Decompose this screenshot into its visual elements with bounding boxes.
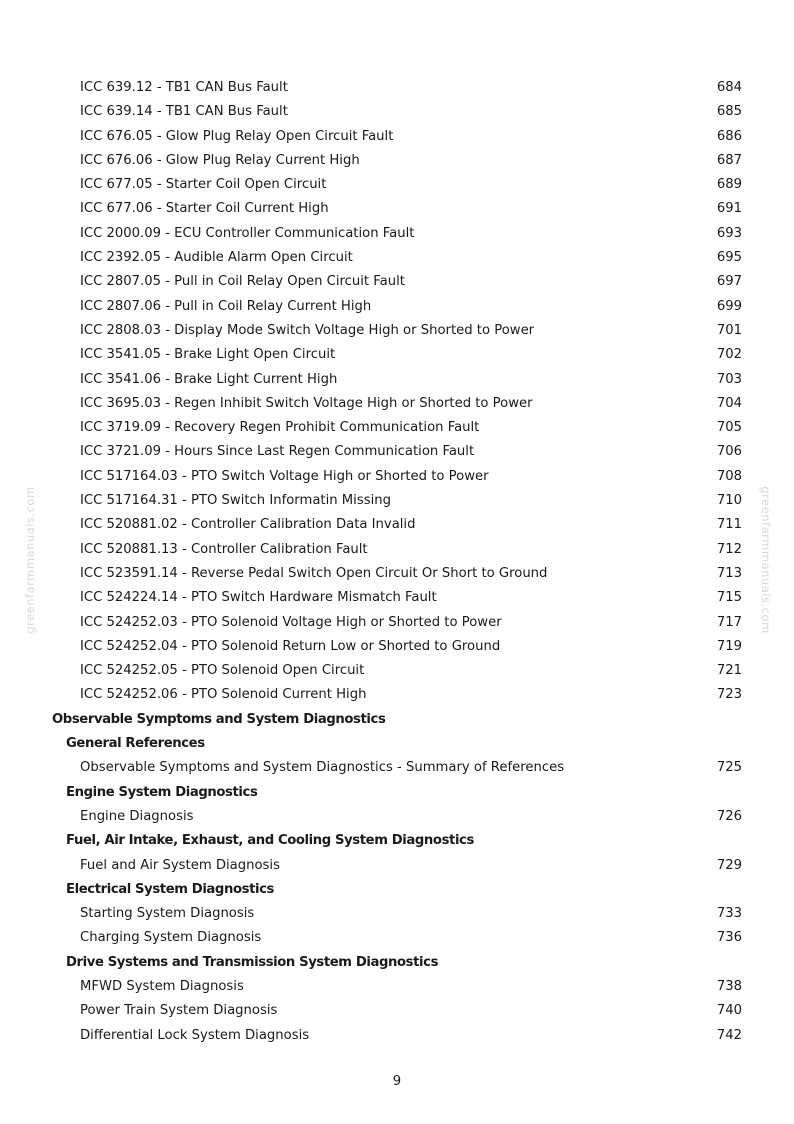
toc-entry[interactable] [0, 999, 794, 1023]
toc-heading [0, 951, 794, 975]
watermark-right: greenfarmmanuals.com [759, 486, 773, 634]
toc-entry-title: ICC 2807.05 - Pull in Coil Relay Open Circuit Fault [80, 274, 405, 290]
toc-heading [0, 732, 794, 756]
toc-entry[interactable] [0, 659, 794, 683]
toc-entry-title: ICC 523591.14 - Reverse Pedal Switch Open Circuit Or Short to Ground [80, 565, 548, 581]
toc-entry-title: ICC 2807.06 - Pull in Coil Relay Current High [80, 298, 372, 314]
toc-entry-title: ICC 676.06 - Glow Plug Relay Current High [80, 152, 360, 168]
toc-entry-page: 691 [716, 201, 742, 217]
toc-entry[interactable] [0, 125, 794, 149]
toc-entry[interactable] [0, 513, 794, 537]
toc-entry-page: 703 [716, 371, 742, 387]
toc-entry-page: 715 [716, 590, 742, 606]
page-number: 9 [392, 1074, 402, 1089]
toc-entry-title: ICC 2392.05 - Audible Alarm Open Circuit [80, 250, 353, 266]
toc-entry-page: 687 [716, 152, 742, 168]
toc-heading [0, 829, 794, 853]
toc-entry-title: MFWD System Diagnosis [80, 978, 244, 994]
toc-entry-page: 712 [716, 541, 742, 557]
toc-entry-page: 708 [716, 468, 742, 484]
toc-entry-title: ICC 524252.04 - PTO Solenoid Return Low or Shorted to Ground [80, 638, 501, 654]
toc-entry-page: 710 [716, 493, 742, 509]
toc-entry[interactable] [0, 562, 794, 586]
toc-entry-title: ICC 524224.14 - PTO Switch Hardware Mismatch Fault [80, 590, 437, 606]
toc-heading [0, 781, 794, 805]
toc-entry-title: ICC 517164.31 - PTO Switch Informatin Missing [80, 493, 391, 509]
toc-entry-title: Observable Symptoms and System Diagnostics - Summary of References [80, 760, 565, 776]
toc-entry-page: 738 [716, 978, 742, 994]
toc-entry[interactable] [0, 368, 794, 392]
toc-entry[interactable] [0, 270, 794, 294]
toc-entry[interactable] [0, 319, 794, 343]
toc-entry-page: 685 [716, 104, 742, 120]
toc-entry-title: ICC 3695.03 - Regen Inhibit Switch Voltage High or Shorted to Power [80, 395, 533, 411]
toc-entry-page: 740 [716, 1003, 742, 1019]
toc-entry-title: ICC 3541.05 - Brake Light Open Circuit [80, 347, 336, 363]
toc-entry-page: 721 [716, 663, 742, 679]
toc-entry[interactable] [0, 343, 794, 367]
watermark-left: greenfarmmanuals.com [23, 486, 37, 634]
toc-entry[interactable] [0, 926, 794, 950]
toc-heading [0, 708, 794, 732]
toc-entry[interactable] [0, 246, 794, 270]
toc-entry[interactable] [0, 538, 794, 562]
toc-entry-title: Differential Lock System Diagnosis [80, 1027, 310, 1043]
toc-entry[interactable] [0, 854, 794, 878]
toc-entry-title: Charging System Diagnosis [80, 930, 262, 946]
toc-entry-title: ICC 517164.03 - PTO Switch Voltage High or Shorted to Power [80, 468, 489, 484]
toc-entry-page: 719 [716, 638, 742, 654]
toc-entry[interactable] [0, 635, 794, 659]
toc-entry-page: 701 [716, 322, 742, 338]
toc-entry-title: Fuel, Air Intake, Exhaust, and Cooling System Diagnostics [66, 833, 474, 849]
toc-entry[interactable] [0, 683, 794, 707]
toc-entry-title: ICC 2000.09 - ECU Controller Communication Fault [80, 225, 415, 241]
toc-entry-page: 725 [716, 760, 742, 776]
toc-entry-page: 702 [716, 347, 742, 363]
toc-entry[interactable] [0, 173, 794, 197]
toc-entry[interactable] [0, 975, 794, 999]
toc-entry-page: 699 [716, 298, 742, 314]
toc-entry-page: 713 [716, 565, 742, 581]
toc-entry-title: Starting System Diagnosis [80, 906, 255, 922]
toc-entry[interactable] [0, 586, 794, 610]
toc-heading [0, 878, 794, 902]
toc-entry[interactable] [0, 489, 794, 513]
toc-entry-page: 686 [716, 128, 742, 144]
toc-entry-title: Engine Diagnosis [80, 808, 194, 824]
toc-entry-title: ICC 677.06 - Starter Coil Current High [80, 201, 329, 217]
toc-entry-page: 706 [716, 444, 742, 460]
toc-entry-title: ICC 639.12 - TB1 CAN Bus Fault [80, 80, 288, 95]
toc-entry-title: ICC 520881.02 - Controller Calibration Data Invalid [80, 517, 416, 533]
toc-entry[interactable] [0, 149, 794, 173]
toc-entry[interactable] [0, 756, 794, 780]
toc-entry-title: ICC 524252.05 - PTO Solenoid Open Circuit [80, 663, 365, 679]
toc-entry-title: Power Train System Diagnosis [80, 1003, 278, 1019]
toc-entry[interactable] [0, 1024, 794, 1048]
toc-entry-title: ICC 639.14 - TB1 CAN Bus Fault [80, 104, 288, 120]
toc-entry-page: 717 [716, 614, 742, 630]
toc-entry-page: 695 [716, 250, 742, 266]
toc-entry-title: Electrical System Diagnostics [66, 881, 274, 897]
toc-entry[interactable] [0, 416, 794, 440]
toc-entry-page: 742 [716, 1027, 742, 1043]
toc-entry-page: 723 [716, 687, 742, 703]
toc-entry[interactable] [0, 295, 794, 319]
toc-entry-title: ICC 3541.06 - Brake Light Current High [80, 371, 338, 387]
toc-entry-title: General References [66, 736, 205, 752]
toc-entry-title: ICC 677.05 - Starter Coil Open Circuit [80, 177, 327, 193]
toc-entry[interactable] [0, 902, 794, 926]
toc-entry-title: Fuel and Air System Diagnosis [80, 857, 280, 873]
toc-entry-title: ICC 676.05 - Glow Plug Relay Open Circuit Fault [80, 128, 394, 144]
toc-entry-page: 689 [716, 177, 742, 193]
toc-entry-title: Drive Systems and Transmission System Diagnostics [66, 954, 439, 970]
toc-entry-page: 697 [716, 274, 742, 290]
toc-entry-page: 684 [716, 80, 742, 95]
toc-entry-title: ICC 524252.03 - PTO Solenoid Voltage High or Shorted to Power [80, 614, 502, 630]
toc-entry-title: ICC 520881.13 - Controller Calibration Fault [80, 541, 368, 557]
toc-entry-page: 726 [716, 808, 742, 824]
toc-entry[interactable] [0, 197, 794, 221]
toc-entry-page: 704 [716, 395, 742, 411]
toc-entry-page: 693 [716, 225, 742, 241]
toc-entry-page: 729 [716, 857, 742, 873]
toc-entry[interactable] [0, 611, 794, 635]
toc-entry-title: ICC 524252.06 - PTO Solenoid Current High [80, 687, 367, 703]
toc-entry[interactable] [0, 100, 794, 124]
toc-entry[interactable] [0, 392, 794, 416]
toc-entry[interactable] [0, 440, 794, 464]
toc-entry-page: 711 [716, 517, 742, 533]
toc-entry-title: Engine System Diagnostics [66, 784, 258, 800]
toc-entry-title: ICC 3721.09 - Hours Since Last Regen Communication Fault [80, 444, 475, 460]
toc-entry[interactable] [0, 805, 794, 829]
toc-entry[interactable] [0, 465, 794, 489]
toc-entry[interactable] [0, 222, 794, 246]
table-of-contents [0, 76, 794, 1048]
toc-entry-title: ICC 3719.09 - Recovery Regen Prohibit Communication Fault [80, 420, 480, 436]
toc-entry-title: Observable Symptoms and System Diagnostics [52, 711, 386, 727]
toc-entry-title: ICC 2808.03 - Display Mode Switch Voltage High or Shorted to Power [80, 322, 535, 338]
toc-entry[interactable] [0, 76, 794, 100]
toc-entry-page: 705 [716, 420, 742, 436]
toc-entry-page: 733 [716, 906, 742, 922]
toc-entry-page: 736 [716, 930, 742, 946]
